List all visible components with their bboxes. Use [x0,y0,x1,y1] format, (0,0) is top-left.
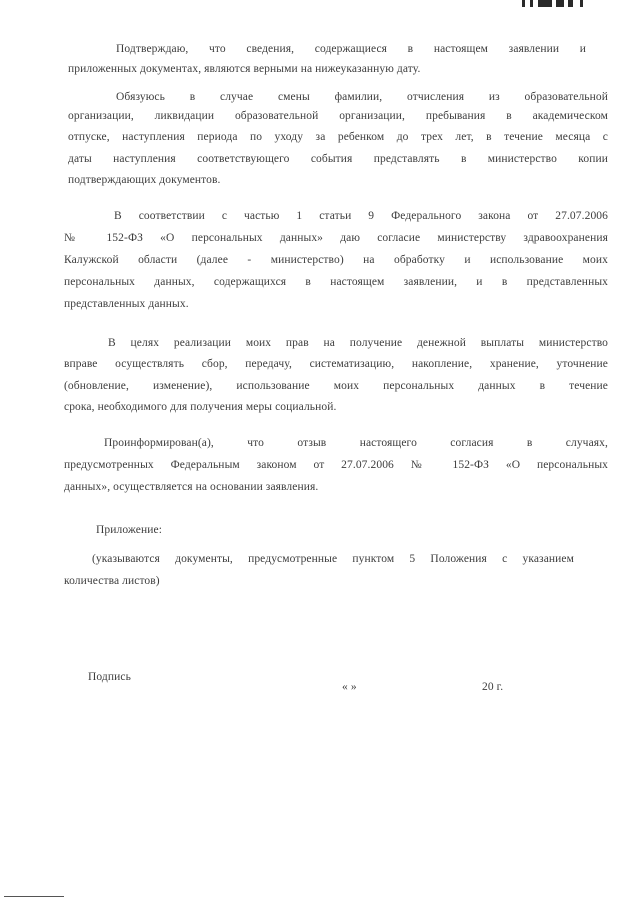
text-line: № 152-ФЗ «О персональных данных» даю согласие министерству здравоохранения [64,232,608,244]
signature-year: 20 г. [482,681,504,693]
signature-label: Подпись [88,671,131,683]
text-line: организации, ликвидации образовательной организации, пребывания в академическом [68,110,608,122]
footer-rule [4,896,64,897]
text-line: персональных данных, содержащихся в настоящем заявлении, и в представленных [64,276,608,288]
text-line: Обязуюсь в случае смены фамилии, отчисления из образовательной [116,91,608,103]
text-line: Калужской области (далее - министерство) на обработку и использование моих [64,254,608,266]
text-line: (обновление, изменение), использование моих персональных данных в течение [64,380,608,392]
attachment-note: количества листов) [64,575,160,587]
text-line: даты наступления соответствующего события представлять в министерство копии [68,153,608,165]
attachment-note: (указываются документы, предусмотренные пунктом 5 Положения с указанием [92,553,574,565]
header-stamp-mark [520,0,610,8]
text-line: Проинформирован(а), что отзыв настоящего согласия в случаях, [104,437,608,449]
text-line: данных», осуществляется на основании заявления. [64,481,319,493]
text-line: предусмотренных Федеральным законом от 27.07.2006 № 152-ФЗ «О персональных [64,459,608,471]
text-line: отпуске, наступления периода по уходу за ребенком до трех лет, в течение месяца с [68,131,608,143]
text-line: В целях реализации моих прав на получение денежной выплаты министерство [108,337,608,349]
signature-date-quotes: « » [342,681,357,693]
text-line: В соответствии с частью 1 статьи 9 Федерального закона от 27.07.2006 [114,210,608,222]
text-line: Подтверждаю, что сведения, содержащиеся в настоящем заявлении и [116,43,586,55]
text-line: представленных данных. [64,298,189,310]
attachment-title: Приложение: [96,524,163,536]
text-line: подтверждающих документов. [68,174,221,186]
text-line: приложенных документах, являются верными на нижеуказанную дату. [68,63,421,75]
text-line: срока, необходимого для получения меры социальной. [64,401,337,413]
text-line: вправе осуществлять сбор, передачу, систематизацию, накопление, хранение, уточнение [64,358,608,370]
